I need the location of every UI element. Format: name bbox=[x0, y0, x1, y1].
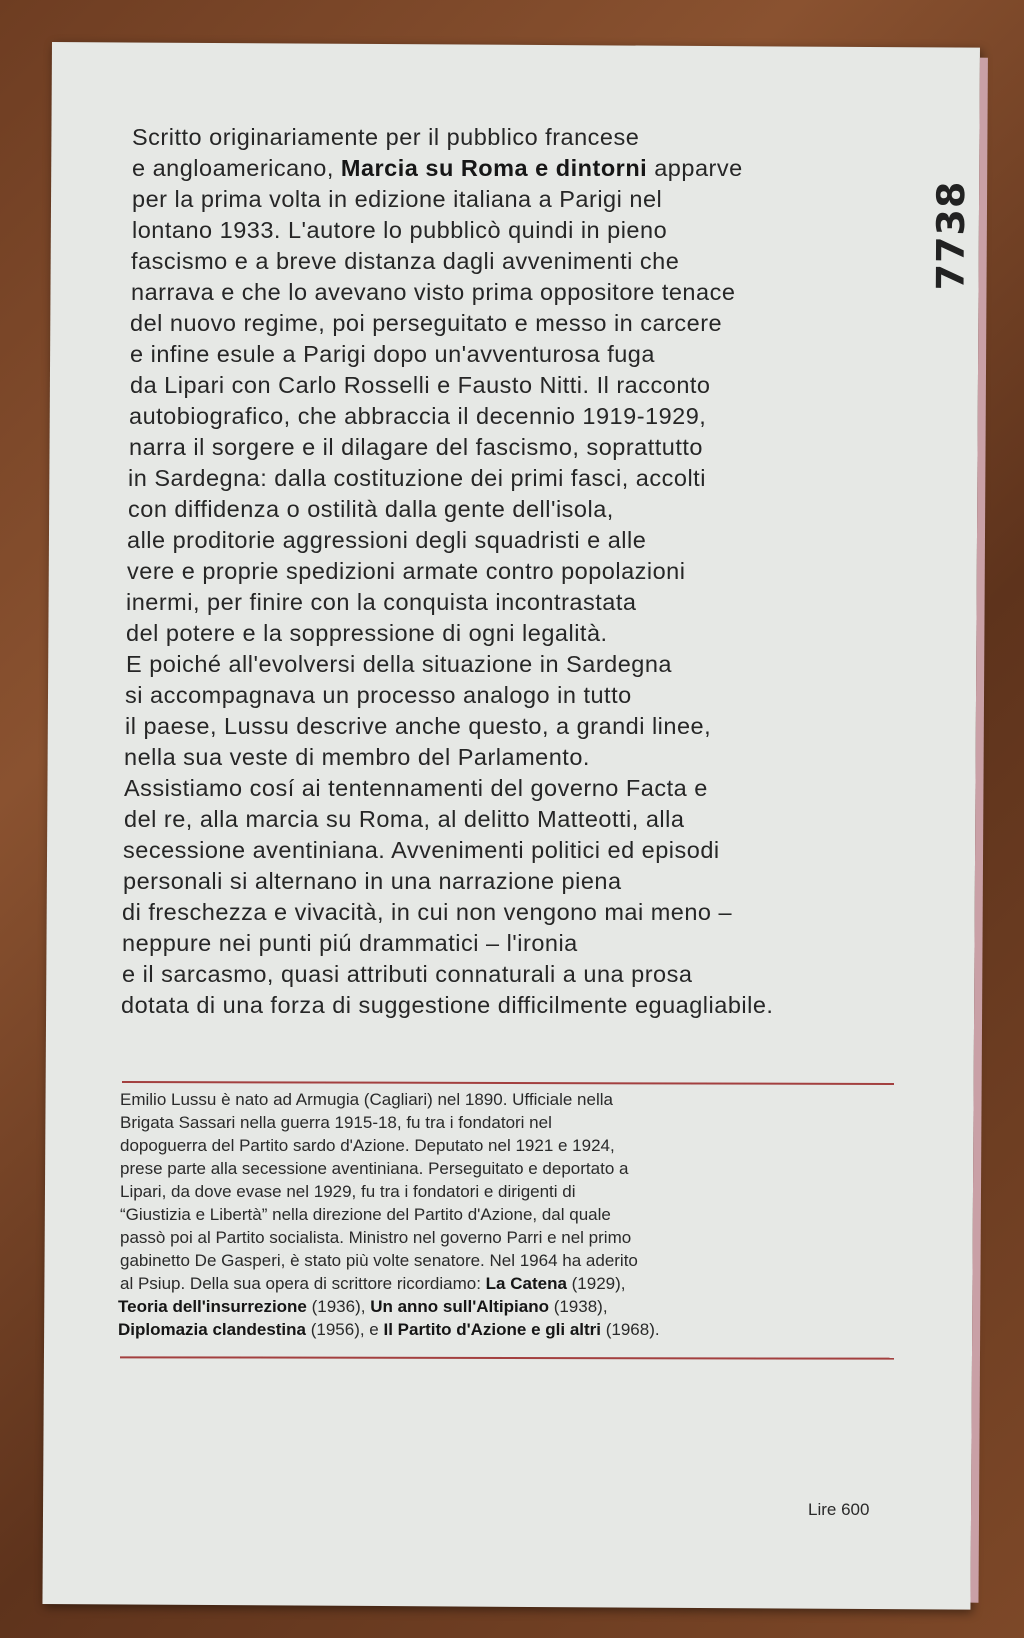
text-run: nella sua veste di membro del Parlamento. bbox=[124, 744, 590, 770]
text-run: inermi, per finire con la conquista incontrastata bbox=[126, 589, 637, 615]
blurb-line bbox=[123, 866, 922, 897]
bio-line bbox=[120, 1272, 900, 1295]
text-run: E poiché all'evolversi della situazione in Sardegna bbox=[126, 651, 672, 677]
catalog-number: 7738 bbox=[928, 180, 974, 291]
text-run: alle proditorie aggressioni degli squadristi e alle bbox=[127, 527, 647, 553]
text-run: con diffidenza o ostilità dalla gente dell'isola, bbox=[128, 496, 614, 522]
text-run: del re, alla marcia su Roma, al delitto Matteotti, alla bbox=[124, 806, 685, 832]
bio-line bbox=[120, 1226, 900, 1249]
blurb-line bbox=[130, 370, 922, 401]
text-run: e angloamericano, bbox=[132, 155, 341, 181]
text-run: il paese, Lussu descrive anche questo, a grandi linee, bbox=[125, 713, 712, 739]
bio-line bbox=[120, 1203, 900, 1226]
text-run: Lipari, da dove evase nel 1929, fu tra i fondatori e dirigenti di bbox=[120, 1182, 576, 1201]
price-label: Lire 600 bbox=[808, 1500, 870, 1519]
text-run: di freschezza e vivacità, in cui non vengono mai meno – bbox=[122, 899, 733, 925]
text-run: dotata di una forza di suggestione difficilmente eguagliabile. bbox=[121, 992, 774, 1018]
blurb-line bbox=[122, 897, 922, 928]
blurb-line bbox=[124, 773, 922, 804]
bio-line bbox=[120, 1088, 900, 1111]
bio-line bbox=[120, 1249, 900, 1272]
blurb-line bbox=[130, 339, 922, 370]
blurb-line bbox=[122, 928, 922, 959]
blurb-line bbox=[132, 122, 922, 153]
bio-line bbox=[118, 1318, 900, 1341]
text-run: apparve bbox=[647, 155, 743, 181]
text-run: lontano 1933. L'autore lo pubblicò quindi in pieno bbox=[132, 217, 668, 243]
blurb-line bbox=[131, 277, 922, 308]
text-run: Assistiamo cosí ai tentennamenti del governo Facta e bbox=[124, 775, 708, 801]
blurb-line bbox=[125, 680, 922, 711]
text-run: narra il sorgere e il dilagare del fascismo, soprattutto bbox=[129, 434, 703, 460]
blurb-line bbox=[128, 494, 922, 525]
text-run: neppure nei punti piú drammatici – l'ironia bbox=[122, 930, 578, 956]
bold-title: Diplomazia clandestina bbox=[118, 1320, 306, 1339]
text-run: si accompagnava un processo analogo in tutto bbox=[125, 682, 632, 708]
blurb-line bbox=[128, 463, 922, 494]
bio-line bbox=[118, 1295, 900, 1318]
blurb-line bbox=[126, 618, 922, 649]
blurb-line bbox=[124, 742, 922, 773]
bold-title: Un anno sull'Altipiano bbox=[370, 1297, 549, 1316]
blurb-line bbox=[127, 556, 922, 587]
blurb-line bbox=[123, 835, 922, 866]
blurb-line bbox=[126, 649, 922, 680]
bold-title: Teoria dell'insurrezione bbox=[118, 1297, 307, 1316]
blurb-text bbox=[121, 122, 922, 1021]
blurb-line bbox=[130, 308, 922, 339]
bold-title: Il Partito d'Azione e gli altri bbox=[383, 1320, 602, 1339]
blurb-line bbox=[132, 153, 922, 184]
text-run: prese parte alla secessione aventiniana. Perseguitato e deportato a bbox=[120, 1159, 629, 1178]
text-run: fascismo e a breve distanza dagli avvenimenti che bbox=[131, 248, 680, 274]
text-run: (1936), bbox=[306, 1297, 371, 1316]
blurb-line bbox=[121, 990, 922, 1021]
text-run: (1956), e bbox=[306, 1320, 384, 1339]
author-bio bbox=[120, 1088, 900, 1341]
text-run: e il sarcasmo, quasi attributi connaturali a una prosa bbox=[122, 961, 693, 987]
text-run: passò poi al Partito socialista. Ministro nel governo Parri e nel primo bbox=[120, 1228, 632, 1247]
bold-title: La Catena bbox=[485, 1274, 567, 1293]
bio-line bbox=[120, 1180, 900, 1203]
blurb-line bbox=[131, 246, 922, 277]
text-run: (1968). bbox=[601, 1320, 660, 1339]
text-run: e infine esule a Parigi dopo un'avventurosa fuga bbox=[130, 341, 655, 367]
text-run: Brigata Sassari nella guerra 1915-18, fu tra i fondatori nel bbox=[120, 1113, 552, 1132]
text-run: al Psiup. Della sua opera di scrittore ricordiamo: bbox=[120, 1274, 486, 1293]
text-run: gabinetto De Gasperi, è stato più volte senatore. Nel 1964 ha aderito bbox=[120, 1251, 638, 1270]
blurb-line bbox=[125, 711, 922, 742]
text-run: in Sardegna: dalla costituzione dei primi fasci, accolti bbox=[128, 465, 706, 491]
blurb-line bbox=[126, 587, 922, 618]
text-run: vere e proprie spedizioni armate contro popolazioni bbox=[127, 558, 686, 584]
text-run: Emilio Lussu è nato ad Armugia (Cagliari) nel 1890. Ufficiale nella bbox=[120, 1090, 613, 1109]
text-run: per la prima volta in edizione italiana a Parigi nel bbox=[132, 186, 663, 212]
blurb-line bbox=[127, 525, 922, 556]
text-run: del nuovo regime, poi perseguitato e messo in carcere bbox=[130, 310, 723, 336]
text-run: “Giustizia e Libertà” nella direzione del Partito d'Azione, dal quale bbox=[120, 1205, 611, 1224]
blurb-line bbox=[129, 401, 922, 432]
blurb-line bbox=[124, 804, 922, 835]
blurb-line bbox=[132, 184, 922, 215]
text-run: del potere e la soppressione di ogni legalità. bbox=[126, 620, 608, 646]
text-run: narrava e che lo avevano visto prima oppositore tenace bbox=[131, 279, 736, 305]
text-run: (1938), bbox=[548, 1297, 608, 1316]
bio-line bbox=[120, 1111, 900, 1134]
bio-line bbox=[120, 1134, 900, 1157]
cover-edge bbox=[970, 58, 987, 1603]
bold-title: Marcia su Roma e dintorni bbox=[340, 155, 648, 181]
text-run: dopoguerra del Partito sardo d'Azione. Deputato nel 1921 e 1924, bbox=[120, 1136, 615, 1155]
text-run: secessione aventiniana. Avvenimenti politici ed episodi bbox=[123, 837, 720, 863]
text-run: da Lipari con Carlo Rosselli e Fausto Nitti. Il racconto bbox=[130, 372, 711, 398]
blurb-line bbox=[129, 432, 922, 463]
bio-line bbox=[120, 1157, 900, 1180]
blurb-line bbox=[132, 215, 922, 246]
text-run: Scritto originariamente per il pubblico francese bbox=[132, 124, 640, 150]
text-run: personali si alternano in una narrazione piena bbox=[123, 868, 622, 894]
blurb-line bbox=[122, 959, 922, 990]
text-run: autobiografico, che abbraccia il decennio 1919-1929, bbox=[129, 403, 707, 429]
text-run: (1929), bbox=[566, 1274, 626, 1293]
